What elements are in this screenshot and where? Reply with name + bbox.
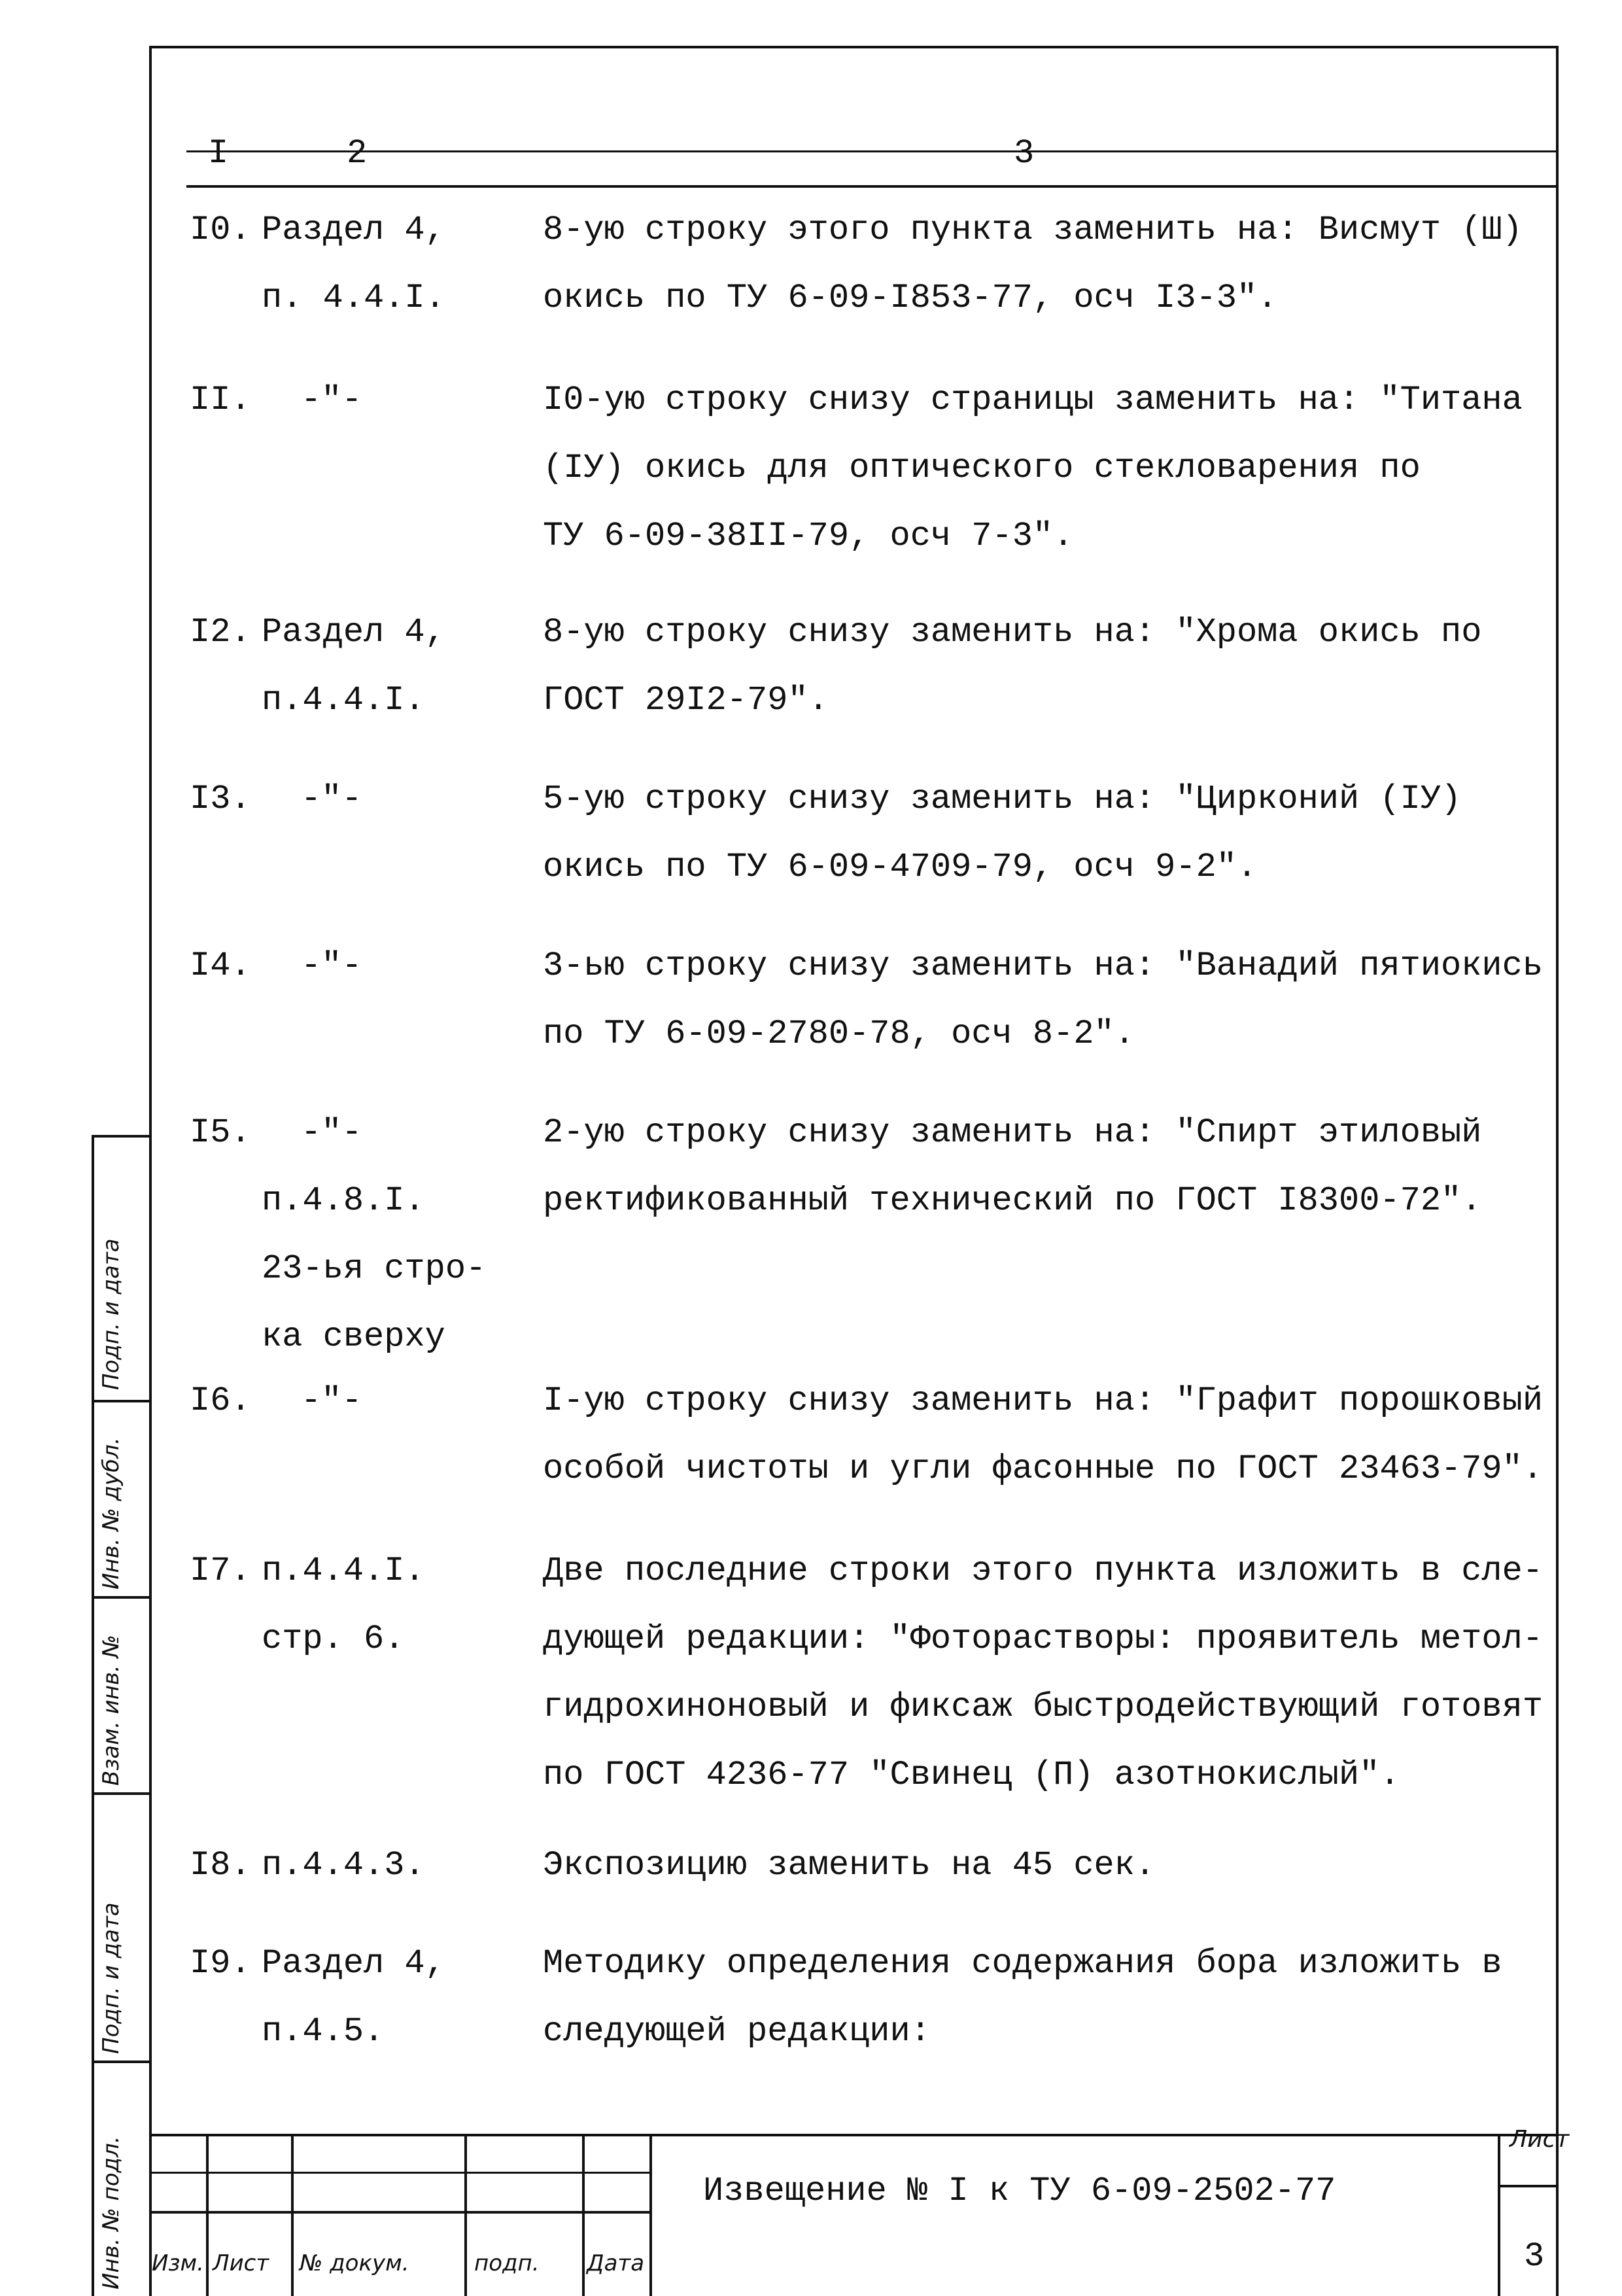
entry-section-ref: п.4.4.3. — [262, 1846, 425, 1885]
stamp-col-change: Изм. — [152, 2250, 204, 2276]
stamp-row-rule — [149, 2211, 649, 2214]
side-divider — [92, 1792, 150, 1795]
column-header-3: 3 — [1014, 134, 1035, 173]
stamp-col-rule — [464, 2134, 467, 2296]
entry-number: I9. — [190, 1944, 251, 1983]
side-label-sign-date-2: Подп. и дата — [98, 1902, 124, 2054]
entry-number: I7. — [190, 1552, 251, 1590]
entry-number: II. — [190, 381, 251, 419]
entry-text-line: 3-ью строку снизу заменить на: "Ванадий пятиокись — [543, 947, 1544, 985]
notice-title: Извещение № I к ТУ 6-09-2502-77 — [703, 2172, 1336, 2210]
entry-text-line: следующей редакции: — [543, 2012, 931, 2051]
sheet-box-left — [1498, 2134, 1500, 2296]
entry-text-line: 2-ую строку снизу заменить на: "Спирт этиловый — [543, 1113, 1482, 1152]
side-divider — [92, 1596, 150, 1599]
entry-text-line: Методику определения содержания бора изложить в — [543, 1944, 1502, 1983]
entry-section-ref: -"- — [301, 1382, 362, 1420]
entry-text-line: ректификованный технический по ГОСТ I8300-72". — [543, 1181, 1482, 1220]
side-divider — [92, 1135, 150, 1138]
entry-text-line: I0-ую строку снизу страницы заменить на: "Титана — [543, 381, 1523, 419]
stamp-col-rule — [582, 2134, 585, 2296]
entry-section-ref: -"- — [301, 947, 362, 985]
stamp-col-rule — [206, 2134, 209, 2296]
entry-text-line: Две последние строки этого пункта изложить в сле- — [543, 1552, 1544, 1590]
column-header-1: I — [208, 134, 229, 173]
entry-text-line: окись по ТУ 6-09-I853-77, осч I3-3". — [543, 279, 1278, 317]
entry-section-ref: п.4.8.I. — [262, 1181, 425, 1220]
entry-text-line: особой чистоты и угли фасонные по ГОСТ 23463-79". — [543, 1450, 1544, 1488]
stamp-col-doc-no: № докум. — [300, 2250, 409, 2276]
header-bottom-rule — [186, 185, 1559, 188]
stamp-col-signature: подп. — [474, 2250, 540, 2276]
entry-section-ref: 23-ья стро- — [262, 1249, 487, 1288]
entry-section-ref: Раздел 4, — [262, 1944, 445, 1983]
entry-number: I8. — [190, 1846, 251, 1885]
entry-number: I4. — [190, 947, 251, 985]
entry-text-line: дующей редакции: "Фоторастворы: проявитель метол- — [543, 1620, 1544, 1658]
stamp-mid-rule — [149, 2172, 649, 2174]
entry-section-ref: п. 4.4.I. — [262, 279, 445, 317]
entry-text-line: ГОСТ 29I2-79". — [543, 681, 829, 720]
side-label-replace-inv: Взам. инв. № — [98, 1635, 124, 1786]
entry-section-ref: п.4.5. — [262, 2012, 385, 2051]
entry-section-ref: стр. 6. — [262, 1620, 405, 1658]
entry-text-line: гидрохиноновый и фиксаж быстродействующий готовят — [543, 1688, 1544, 1726]
stamp-col-rule — [649, 2134, 652, 2296]
entry-text-line: окись по ТУ 6-09-4709-79, осч 9-2". — [543, 848, 1258, 886]
entry-text-line: 5-ую строку снизу заменить на: "Цирконий (IУ) — [543, 780, 1462, 818]
entry-number: I3. — [190, 780, 251, 818]
sheet-label: Лист — [1510, 2126, 1570, 2153]
entry-section-ref: -"- — [301, 1113, 362, 1152]
entry-text-line: (IУ) окись для оптического стекловарения по — [543, 449, 1421, 487]
entry-section-ref: Раздел 4, — [262, 211, 445, 249]
sheet-box-rule — [1498, 2185, 1559, 2187]
stamp-top-rule — [149, 2134, 1559, 2136]
entry-text-line: I-ую строку снизу заменить на: "Графит порошковый — [543, 1382, 1544, 1420]
stamp-col-rule — [291, 2134, 294, 2296]
sheet-number: 3 — [1524, 2237, 1545, 2276]
side-label-sign-date: Подп. и дата — [98, 1238, 124, 1390]
entry-section-ref: -"- — [301, 381, 362, 419]
entry-section-ref: Раздел 4, — [262, 613, 445, 652]
header-top-rule — [186, 150, 1559, 152]
stamp-col-date: Дата — [587, 2250, 645, 2276]
entry-number: I0. — [190, 211, 251, 249]
entry-number: I5. — [190, 1113, 251, 1152]
entry-text-line: 8-ую строку снизу заменить на: "Хрома окись по — [543, 613, 1482, 652]
stamp-col-sheet: Лист — [213, 2250, 269, 2276]
side-label-orig-inv: Инв. № подл. — [98, 2136, 124, 2289]
side-label-dup-inv: Инв. № дубл. — [98, 1437, 124, 1590]
entry-section-ref: ка сверху — [262, 1317, 445, 1356]
entry-section-ref: п.4.4.I. — [262, 1552, 425, 1590]
entry-text-line: по ГОСТ 4236-77 "Свинец (П) азотнокислый". — [543, 1756, 1400, 1794]
side-divider — [92, 1400, 150, 1402]
entry-text-line: Экспозицию заменить на 45 сек. — [543, 1846, 1156, 1885]
entry-section-ref: -"- — [301, 780, 362, 818]
entry-text-line: по ТУ 6-09-2780-78, осч 8-2". — [543, 1015, 1135, 1053]
entry-text-line: ТУ 6-09-38II-79, осч 7-3". — [543, 517, 1074, 555]
column-header-2: 2 — [347, 134, 368, 173]
side-divider — [92, 2061, 150, 2063]
entry-section-ref: п.4.4.I. — [262, 681, 425, 720]
side-strip-left — [92, 1135, 94, 2296]
entry-number: I6. — [190, 1382, 251, 1420]
entry-number: I2. — [190, 613, 251, 652]
entry-text-line: 8-ую строку этого пункта заменить на: Висмут (Ш) — [543, 211, 1523, 249]
